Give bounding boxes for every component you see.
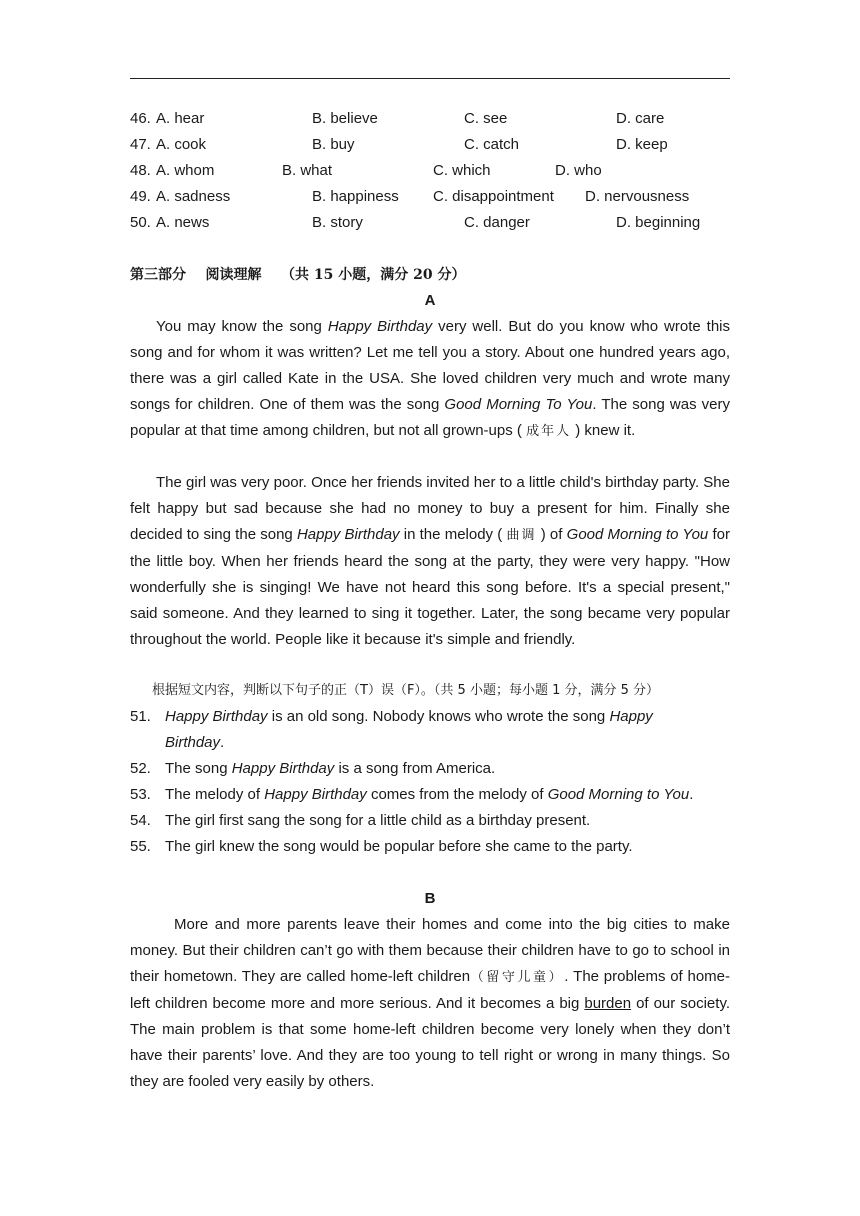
header-rule [130, 78, 730, 79]
song-title: Happy Birthday [296, 526, 400, 543]
option-d: D. care [616, 110, 665, 127]
section-name: 阅读理解 [205, 267, 262, 283]
question-number: 54. [130, 812, 151, 829]
question-55 [130, 834, 730, 860]
option-d: D. nervousness [585, 188, 690, 205]
option-a: A. news [156, 214, 210, 231]
passage-b-paragraph [130, 912, 730, 1095]
song-title: Happy Birthday [165, 708, 268, 725]
underlined-word: burden [584, 995, 632, 1012]
song-title: Happy Birthday [264, 786, 367, 803]
text: The girl first sang the song for a little child as a birthday present. [165, 812, 591, 829]
option-d: D. keep [616, 136, 668, 153]
text: . The problems of home-left children become more and more serious. And it becomes a big [130, 968, 730, 1012]
option-b: B. buy [312, 136, 355, 153]
question-text [165, 704, 695, 756]
option-d: D. beginning [616, 214, 701, 231]
text: The song [165, 760, 232, 777]
option-c: C. disappointment [433, 188, 554, 205]
text: You may know the song [156, 318, 328, 335]
option-b: B. what [282, 162, 333, 179]
question-number: 49. [130, 188, 151, 205]
text: very well. But do you know who wrote this song and for whom it was written? Let me tell you a story. About one hundred years ago, there was a girl called Kate in the USA. She loved children very much and wrote many songs for children. One of them was the song [130, 318, 730, 413]
text: comes from the melody of [366, 786, 548, 803]
question-number: 46. [130, 110, 151, 127]
text: ) of [540, 526, 567, 543]
text: . [220, 734, 225, 751]
passage-a-title: A [424, 292, 436, 309]
song-title: Good Morning to You [547, 786, 690, 803]
question-number: 47. [130, 136, 151, 153]
question-number: 52. [130, 760, 151, 777]
question-text [165, 782, 730, 808]
option-a: A. sadness [156, 188, 231, 205]
question-text [165, 834, 695, 860]
option-b: B. story [312, 214, 363, 231]
passage-a-paragraph-1 [130, 314, 730, 445]
text: ) knew it. [575, 422, 636, 439]
option-c: C. which [433, 162, 491, 179]
option-c: C. see [464, 110, 508, 127]
passage-b-title: B [424, 890, 436, 907]
option-d: D. who [555, 162, 602, 179]
text: More and more parents leave their homes and come into the big cities to make money. But their children can’t go with them because their children have to go to school in their hometown. They are called home-left children [130, 916, 730, 985]
song-title: Happy Birthday [231, 760, 335, 777]
passage-a-paragraph-2 [130, 470, 730, 653]
section-detail: （共 15 小题，满分 20 分） [281, 267, 466, 283]
song-title: Happy Birthday [327, 318, 433, 335]
text: The girl was very poor. Once her friends invited her to a little child's birthday party. She felt happy but sad because she had no money to buy a present for him. Finally she decided to sing the song [130, 474, 730, 543]
question-number: 53. [130, 786, 151, 803]
question-54 [130, 808, 730, 834]
text: is a song from America. [334, 760, 496, 777]
instruction: 根据短文内容，判断以下句子的正（T）误（F）。（共 5 小题；每小题 1 分，满分 5 分） [152, 683, 660, 698]
question-number: 48. [130, 162, 151, 179]
question-text [165, 756, 695, 782]
question-text [165, 808, 695, 834]
option-a: A. cook [156, 136, 207, 153]
question-number: 50. [130, 214, 151, 231]
text: of our society. The main problem is that some home-left children become very lonely when they don’t have their parents’ love. And they are too young to tell right or wrong in many things. So they are fooled very easily by others. [130, 995, 730, 1090]
text: The girl knew the song would be popular before she came to the party. [165, 838, 633, 855]
question-52 [130, 756, 730, 782]
question-51 [130, 704, 730, 756]
question-number: 55. [130, 838, 151, 855]
text: The melody of [165, 786, 265, 803]
song-title: Happy Birthday [165, 708, 653, 751]
song-title: Good Morning to You [566, 526, 709, 543]
option-a: A. hear [156, 110, 205, 127]
option-c: C. catch [464, 136, 520, 153]
text: . The song was very popular at that time among children, but not all grown-ups ( [130, 396, 731, 439]
option-b: B. believe [312, 110, 378, 127]
text: . [689, 786, 694, 803]
option-b: B. happiness [312, 188, 399, 205]
option-c: C. danger [464, 214, 530, 231]
section-heading [130, 262, 465, 288]
chinese-gloss: 曲调 [506, 528, 537, 543]
chinese-gloss: （留守儿童） [470, 970, 565, 985]
text: for the little boy. When her friends heard the song at the party, they were very happy. "How wonderfully she is singing! We have not heard this song before. It's a special present," said someone. And they learned to sing it together. Later, the song became very popular throughout the world. People like it because it's simple and friendly. [130, 526, 730, 648]
text: is an old song. Nobody knows who wrote the song [267, 708, 610, 725]
option-a: A. whom [156, 162, 215, 179]
question-number: 51. [130, 708, 151, 725]
chinese-gloss: 成年人 [526, 424, 572, 439]
text: in the melody ( [399, 526, 503, 543]
question-53 [130, 782, 730, 808]
section-label: 第三部分 [130, 267, 186, 283]
song-title: Good Morning To You [444, 396, 593, 413]
